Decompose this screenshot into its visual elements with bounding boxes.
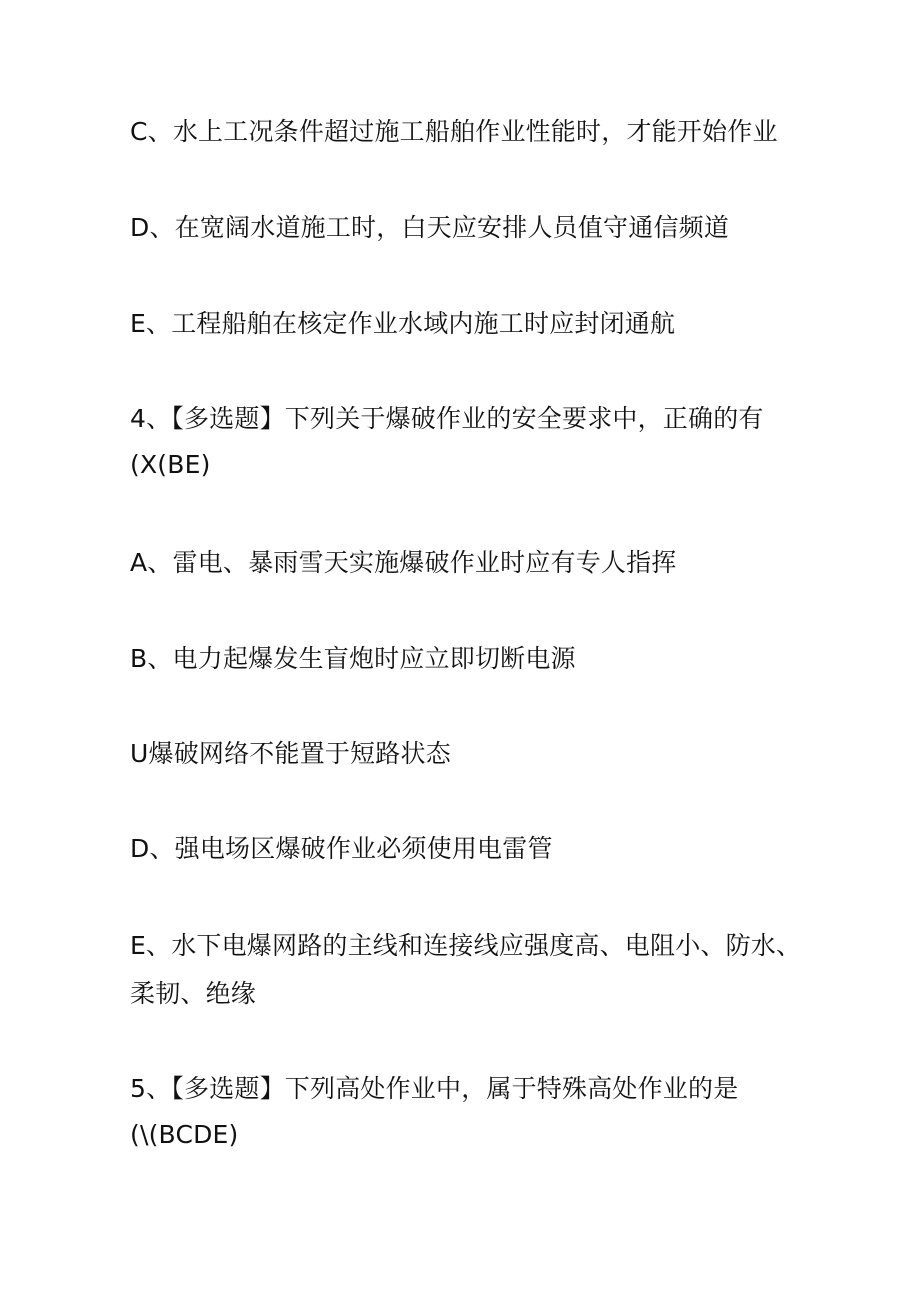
question-4-option-e-cont: 柔韧、绝缘: [130, 979, 257, 1008]
question-4-option-b: B、电力起爆发生盲炮时应立即切断电源: [130, 644, 576, 673]
question-4-option-c: U爆破网络不能置于短路状态: [130, 739, 451, 768]
question-4-option-e: E、水下电爆网路的主线和连接线应强度高、电阻小、防水、: [130, 931, 802, 960]
option-d-line: D、在宽阔水道施工时，白天应安排人员值守通信频道: [130, 213, 730, 242]
question-4-answer: (X(BE): [130, 450, 211, 479]
question-4-option-a: A、雷电、暴雨雪天实施爆破作业时应有专人指挥: [130, 548, 677, 577]
option-e-line: E、工程船舶在核定作业水域内施工时应封闭通航: [130, 309, 676, 338]
question-5-answer: (\(BCDE): [130, 1120, 239, 1149]
option-c-line: C、水上工况条件超过施工船舶作业性能时，才能开始作业: [130, 117, 778, 146]
question-4-option-d: D、强电场区爆破作业必须使用电雷管: [130, 834, 553, 863]
question-5-text: 5、【多选题】下列高处作业中，属于特殊高处作业的是: [130, 1074, 739, 1103]
question-4-text: 4、【多选题】下列关于爆破作业的安全要求中，正确的有: [130, 404, 764, 433]
